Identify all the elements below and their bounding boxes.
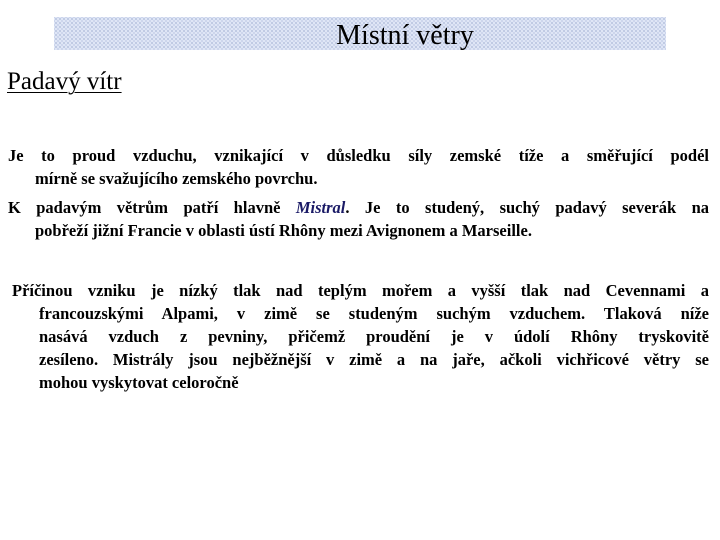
paragraph-line: Je to proud vzduchu, vznikající v důsledku síly zemské tíže a směřující podél xyxy=(8,146,709,165)
paragraph-line: zesíleno. Mistrály jsou nejběžnější v zimě a na jaře, ačkoli vichřicové větry se xyxy=(39,350,709,369)
paragraph-definition xyxy=(8,144,709,190)
paragraph-line: francouzskými Alpami, v zimě se studeným suchým vzduchem. Tlaková níže xyxy=(39,304,709,323)
paragraph-line: mírně se svažujícího zemského povrchu. xyxy=(35,169,318,188)
paragraph-line: Příčinou vzniku je nízký tlak nad teplým mořem a vyšší tlak nad Cevennami a xyxy=(12,281,709,300)
page-title: Místní větry xyxy=(336,20,474,51)
title-banner xyxy=(54,17,666,50)
section-heading: Padavý vítr xyxy=(7,68,122,95)
paragraph-text: . Je to studený, suchý padavý severák na xyxy=(345,198,709,217)
paragraph-text: K padavým větrům patří hlavně xyxy=(8,198,281,217)
paragraph-line: nasává vzduch z pevniny, přičemž proudění je v údolí Rhôny tryskovitě xyxy=(39,327,709,346)
mistral-term: Mistral xyxy=(295,198,346,217)
paragraph-line: pobřeží jižní Francie v oblasti ústí Rhôny mezi Avignonem a Marseille. xyxy=(35,221,532,240)
paragraph-mistral xyxy=(8,196,709,242)
paragraph-cause xyxy=(12,279,709,394)
paragraph-line xyxy=(8,196,709,219)
paragraph-line: mohou vyskytovat celoročně xyxy=(39,373,239,392)
